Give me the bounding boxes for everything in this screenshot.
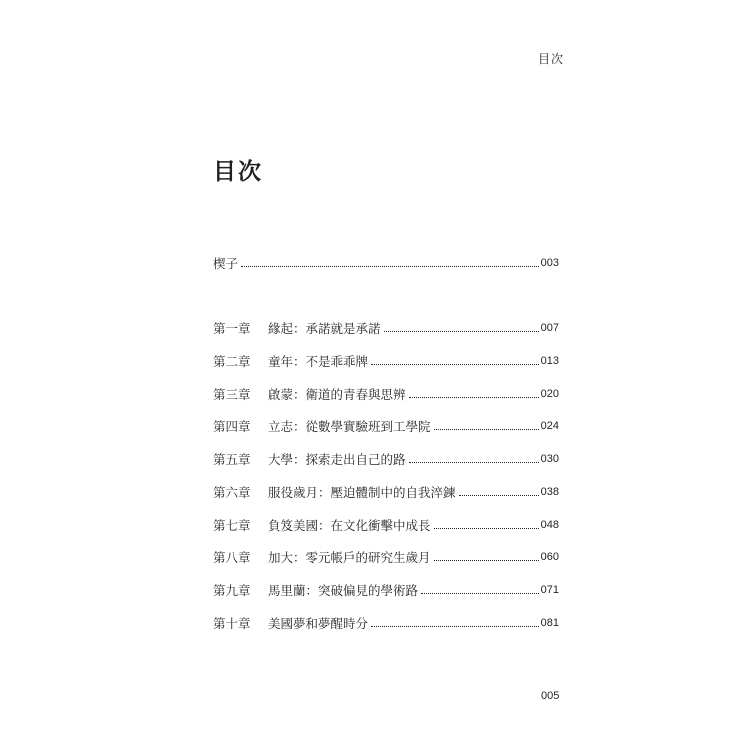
dot-leader (409, 462, 539, 463)
chapter-title: 童年：不是乖乖牌 (268, 354, 369, 369)
dot-leader (384, 331, 539, 332)
page-number: 081 (540, 617, 559, 629)
chapter-number: 第四章 (213, 419, 251, 434)
chapter-title: 加大：零元帳戶的研究生歲月 (268, 550, 431, 565)
chapter-number: 第七章 (213, 518, 251, 533)
dot-leader (421, 593, 539, 594)
page-number: 024 (540, 420, 559, 432)
toc-entry-chapter (213, 416, 559, 436)
dot-leader (459, 495, 539, 496)
folio-page-number: 005 (541, 690, 560, 702)
chapter-title: 負笈美國：在文化衝擊中成長 (268, 518, 431, 533)
chapter-number: 第九章 (213, 583, 251, 598)
chapter-number: 第八章 (213, 550, 251, 565)
page-number: 060 (540, 551, 559, 563)
toc-entry-chapter (213, 318, 559, 338)
toc-entry-chapter (213, 384, 559, 404)
toc-entry-prologue (213, 253, 559, 273)
toc-entry-chapter (213, 482, 559, 502)
page-number: 071 (540, 584, 559, 596)
toc-entry-chapter (213, 515, 559, 535)
chapter-title: 大學：探索走出自己的路 (268, 452, 406, 467)
running-header: 目次 (538, 52, 565, 66)
chapter-title: 馬里蘭：突破偏見的學術路 (268, 583, 419, 598)
page-number: 007 (540, 322, 559, 334)
chapter-title: 緣起：承諾就是承諾 (268, 321, 381, 336)
toc-entry-chapter (213, 547, 559, 567)
chapter-number: 第二章 (213, 354, 251, 369)
dot-leader (434, 528, 539, 529)
dot-leader (371, 626, 539, 627)
chapter-title: 美國夢和夢醒時分 (268, 616, 369, 631)
chapter-title: 啟蒙：衛道的青春與思辨 (268, 387, 406, 402)
page-number: 003 (540, 257, 559, 269)
toc-entry-chapter (213, 449, 559, 469)
page-number: 030 (540, 453, 559, 465)
chapter-title: 立志：從數學實驗班到工學院 (268, 419, 431, 434)
dot-leader (241, 266, 539, 267)
page-title: 目次 (213, 159, 263, 185)
page-number: 013 (540, 355, 559, 367)
page-number: 020 (540, 388, 559, 400)
chapter-number: 第三章 (213, 387, 251, 402)
page-number: 048 (540, 519, 559, 531)
dot-leader (434, 560, 539, 561)
chapter-number: 第六章 (213, 485, 251, 500)
chapter-number: 第十章 (213, 616, 251, 631)
prologue-label: 楔子 (213, 256, 239, 271)
chapter-number: 第一章 (213, 321, 251, 336)
dot-leader (409, 397, 539, 398)
chapter-number: 第五章 (213, 452, 251, 467)
dot-leader (434, 429, 539, 430)
toc-entry-chapter (213, 351, 559, 371)
toc-entry-chapter (213, 613, 559, 633)
page-number: 038 (540, 486, 559, 498)
chapter-title: 服役歲月：壓迫體制中的自我淬鍊 (268, 485, 456, 500)
dot-leader (371, 364, 539, 365)
toc-entry-chapter (213, 580, 559, 600)
